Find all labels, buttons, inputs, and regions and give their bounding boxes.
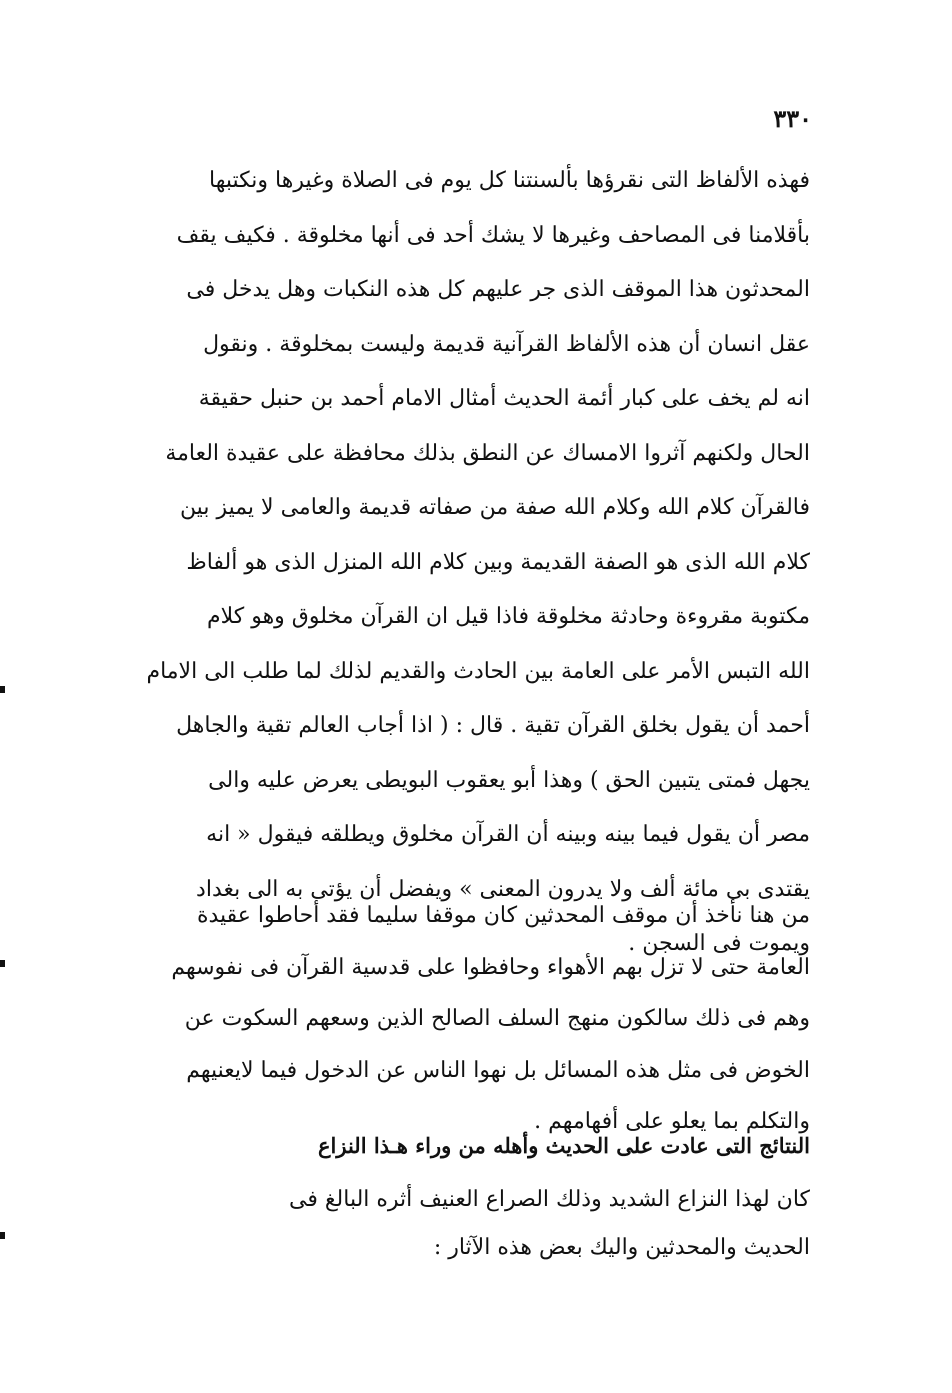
text-line: عقل انسان أن هذه الألفاظ القرآنية قديمة وليست بمخلوقة . ونقول xyxy=(203,331,810,357)
text-line: بأقلامنا فى المصاحف وغيرها لا يشك أحد فى أنها مخلوقة . فكيف يقف xyxy=(176,222,810,248)
text-line: كان لهذا النزاع الشديد وذلك الصراع العنيف أثره البالغ فى xyxy=(288,1187,810,1212)
paragraph-3 xyxy=(130,1176,810,1272)
text-line: الحديث والمحدثين واليك بعض هذه الآثار : xyxy=(433,1235,810,1260)
text-line: يقتدى بى مائة ألف ولا يدرون المعنى » ويفضل أن يؤتى به الى بغداد xyxy=(196,876,810,902)
text-line: فهذه الألفاظ التى نقرؤها بألسنتنا كل يوم فى الصلاة وغيرها ونكتبها xyxy=(209,168,810,193)
section-heading: النتائج التى عادت على الحديث وأهله من وراء هـذا النزاع xyxy=(318,1133,810,1158)
text-line: الحال ولكنهم آثروا الامساك عن النطق بذلك محافظة على عقيدة العامة xyxy=(165,440,810,466)
text-line: أحمد أن يقول بخلق القرآن تقية . قال : ( اذا أجاب العالم تقية والجاهل xyxy=(176,713,810,738)
text-line: والتكلم بما يعلو على أفهامهم . xyxy=(534,1109,810,1134)
text-line: فالقرآن كلام الله وكلام الله صفة من صفاته قديمة والعامى لا يميز بين xyxy=(179,495,810,520)
scan-edge-mark xyxy=(0,686,5,693)
paragraph-1 xyxy=(130,154,810,972)
text-line: المحدثون هذا الموقف الذى جر عليهم كل هذه النكبات وهل يدخل فى xyxy=(186,277,810,302)
text-line: الخوض فى مثل هذه المسائل بل نهوا الناس عن الدخول فيما لايعنيهم xyxy=(186,1057,810,1083)
text-line: مكتوبة مقروءة وحادثة مخلوقة فاذا قيل ان القرآن مخلوق وهو كلام xyxy=(206,604,810,629)
text-line: وهم فى ذلك سالكون منهج السلف الصالح الذين وسعهم السكوت عن xyxy=(184,1006,810,1031)
text-line: من هنا نأخذ أن موقف المحدثين كان موقفا سليما فقد أحاطوا عقيدة xyxy=(196,903,810,928)
text-line: كلام الله الذى هو الصفة القديمة وبين كلام الله المنزل الذى هو ألفاظ xyxy=(186,549,810,575)
text-line: الله التبس الأمر على العامة بين الحادث والقديم لذلك لما طلب الى الامام xyxy=(146,658,810,684)
scan-edge-mark xyxy=(0,1232,5,1239)
text-line: العامة حتى لا تزل بهم الأهواء وحافظوا على قدسية القرآن فى نفوسهم xyxy=(171,954,810,980)
page-number: ٣٣٠ xyxy=(773,104,812,133)
scan-edge-mark xyxy=(0,960,5,967)
paragraph-2 xyxy=(130,890,810,1148)
text-line: انه لم يخف على كبار أئمة الحديث أمثال الامام أحمد بن حنبل حقيقة xyxy=(198,386,810,411)
text-line: مصر أن يقول فيما بينه وبينه أن القرآن مخلوق ويطلقه فيقول « انه xyxy=(206,822,810,847)
text-line: يجهل فمتى يتبين الحق ) وهذا أبو يعقوب البويطى يعرض عليه والى xyxy=(208,767,810,793)
text-line: ويموت فى السجن . xyxy=(628,931,810,956)
